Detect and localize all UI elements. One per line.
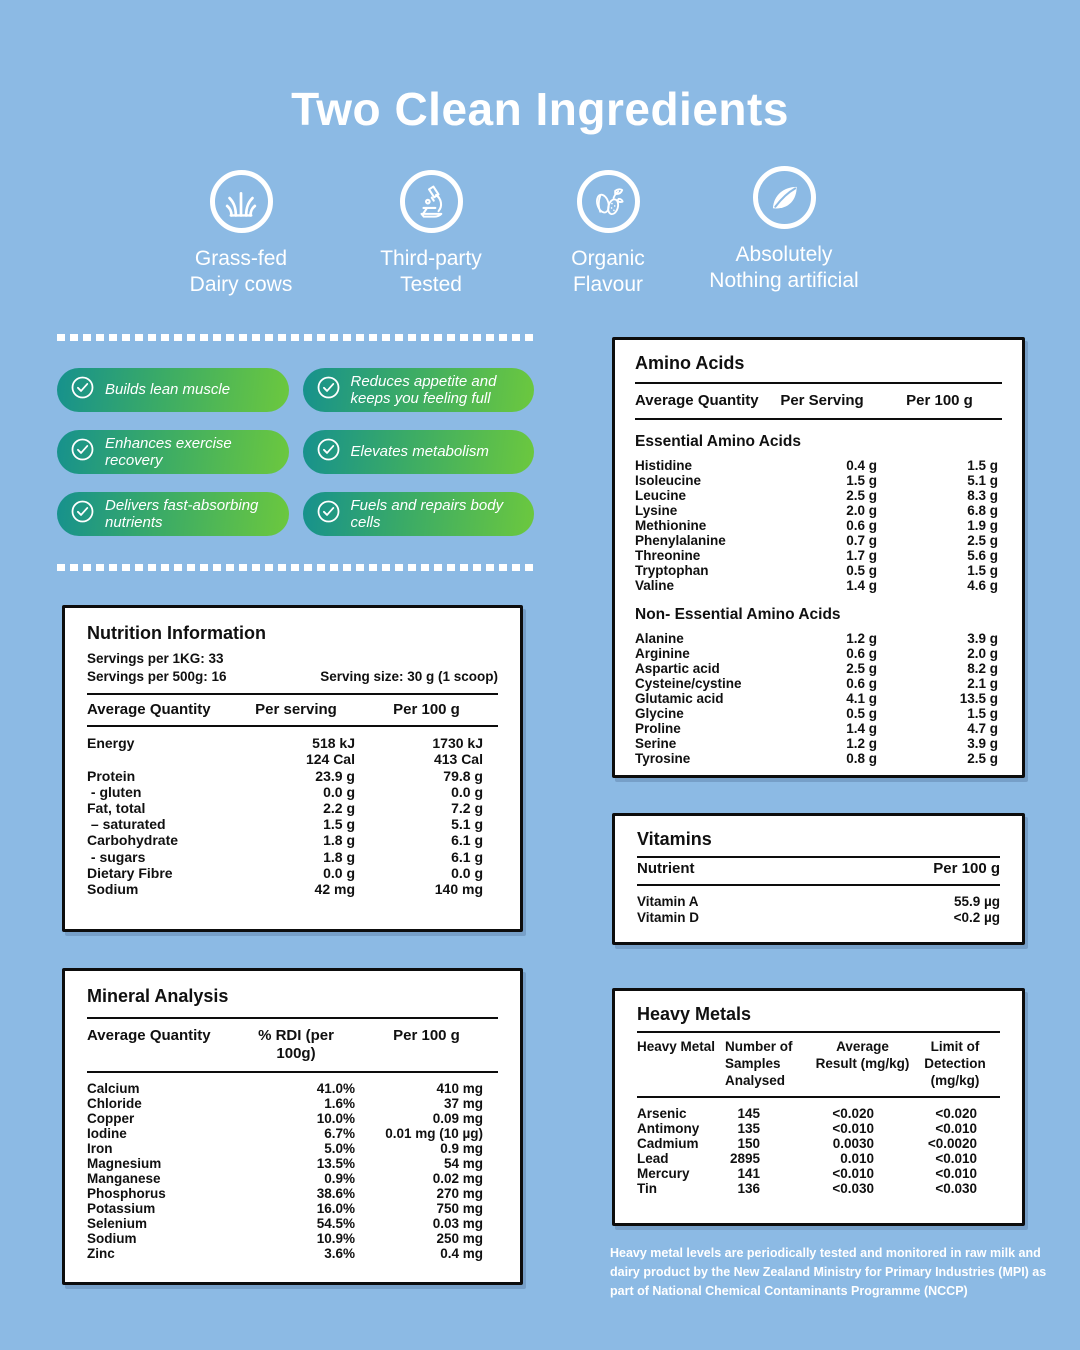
row-name: Cadmium [637, 1135, 699, 1151]
row-per-serving: 2.5 g [846, 661, 877, 676]
row-name: Phenylalanine [635, 533, 726, 548]
row-name: Aspartic acid [635, 661, 720, 676]
row-per-100g: 3.9 g [967, 736, 998, 751]
row-name: Lead [637, 1150, 669, 1166]
col-average-quantity: Average Quantity [87, 1027, 211, 1044]
divider [637, 1031, 1000, 1033]
row-name: Histidine [635, 458, 693, 473]
row-per-serving: 1.7 g [846, 548, 877, 563]
row-per-100g: 0.09 mg [432, 1111, 483, 1126]
table-row [635, 646, 1002, 661]
row-name: Sodium [87, 1231, 137, 1246]
row-per-serving: 2.2 g [323, 799, 355, 816]
table-row [635, 473, 1002, 488]
row-average-result: <0.010 [832, 1120, 874, 1136]
row-per-100g: 1.5 g [967, 458, 998, 473]
col-per-100g: Per 100 g [933, 860, 1000, 877]
row-rdi: 6.7% [324, 1126, 355, 1141]
table-row [87, 1111, 498, 1126]
row-samples: 150 [737, 1135, 760, 1151]
heavy-metals-table-header [637, 1039, 1000, 1090]
row-per-serving: 0.8 g [846, 751, 877, 766]
row-per-serving: 4.1 g [846, 691, 877, 706]
check-circle-icon [70, 375, 95, 404]
row-per-100g: <0.2 µg [953, 910, 1000, 925]
leaf-icon [753, 166, 816, 229]
table-row [635, 736, 1002, 751]
row-per-serving: 1.2 g [846, 631, 877, 646]
table-row [635, 676, 1002, 691]
row-limit-of-detection: <0.010 [935, 1165, 977, 1181]
row-per-serving: 1.2 g [846, 736, 877, 751]
row-per-100g: 5.1 g [451, 816, 483, 833]
row-per-serving: 1.8 g [323, 832, 355, 849]
nutrition-rows [87, 735, 498, 897]
table-row [635, 518, 1002, 533]
row-name: Tin [637, 1180, 657, 1196]
row-name: Selenium [87, 1216, 148, 1231]
row-name: Arginine [635, 646, 690, 661]
table-row [87, 1141, 498, 1156]
row-samples: 145 [737, 1105, 760, 1121]
feature-nothing-artificial [669, 166, 899, 295]
row-per-serving: 2.5 g [846, 488, 877, 503]
table-row [87, 1081, 498, 1096]
servings-info [87, 650, 227, 685]
row-per-serving: 0.6 g [846, 646, 877, 661]
row-rdi: 10.0% [316, 1111, 355, 1126]
row-rdi: 41.0% [316, 1081, 355, 1096]
row-name: Chloride [87, 1096, 142, 1111]
row-per-serving: 518 kJ [312, 735, 355, 752]
row-per-100g: 79.8 g [443, 767, 483, 784]
row-per-serving: 0.5 g [846, 706, 877, 721]
dotted-divider-bottom [57, 564, 534, 571]
table-row [637, 910, 1000, 926]
row-name: Vitamin D [637, 910, 700, 925]
row-per-100g: 0.4 mg [440, 1246, 483, 1261]
row-per-100g: 7.2 g [451, 799, 483, 816]
divider [637, 884, 1000, 886]
feature-label [571, 246, 645, 299]
col-per-100g: Per 100 g [393, 701, 460, 719]
row-name: Phosphorus [87, 1186, 166, 1201]
table-row [635, 563, 1002, 578]
benefit-pill [57, 492, 289, 536]
row-per-serving: 1.4 g [846, 721, 877, 736]
nutrition-table-header [87, 701, 498, 719]
row-rdi: 3.6% [324, 1246, 355, 1261]
dotted-divider-top [57, 334, 534, 341]
table-row [87, 800, 498, 816]
table-row [87, 865, 498, 881]
row-per-100g: 2.5 g [967, 751, 998, 766]
row-per-100g: 6.8 g [967, 503, 998, 518]
row-per-100g: 1730 kJ [432, 735, 483, 752]
row-name: Glycine [635, 706, 684, 721]
row-per-100g: 0.9 mg [440, 1141, 483, 1156]
feature-label [380, 246, 482, 299]
essential-amino-rows [635, 458, 1002, 593]
feature-label-line2: Tested [400, 273, 462, 297]
feature-label-line1: Third-party [380, 247, 482, 270]
row-name: Fat, total [87, 799, 146, 816]
row-name: Cysteine/cystine [635, 676, 742, 691]
feature-label-line1: Absolutely [735, 243, 833, 266]
row-average-result: <0.010 [832, 1165, 874, 1181]
row-limit-of-detection: <0.030 [935, 1180, 977, 1196]
col-average-quantity: Average Quantity [87, 701, 211, 719]
page-title: Two Clean Ingredients [291, 83, 789, 135]
row-rdi: 10.9% [316, 1231, 355, 1246]
row-name: Tyrosine [635, 751, 691, 766]
row-per-100g: 1.5 g [967, 706, 998, 721]
nutrition-information-panel [62, 605, 523, 932]
row-per-serving: 1.5 g [846, 473, 877, 488]
row-average-result: <0.020 [832, 1105, 874, 1121]
table-row [87, 1186, 498, 1201]
table-row [635, 631, 1002, 646]
row-name: Copper [87, 1111, 135, 1126]
col-per-serving: Per serving [255, 701, 337, 719]
col-per-100g: Per 100 g [393, 1027, 460, 1044]
row-name: Lysine [635, 503, 678, 518]
row-name: Tryptophan [635, 563, 709, 578]
row-name: Methionine [635, 518, 707, 533]
table-row [87, 1096, 498, 1111]
minerals-title: Mineral Analysis [87, 986, 229, 1006]
row-per-serving: 0.6 g [846, 676, 877, 691]
row-per-100g: 54 mg [443, 1156, 483, 1171]
table-row [87, 1231, 498, 1246]
table-row [87, 1171, 498, 1186]
non-essential-amino-rows [635, 631, 1002, 766]
divider [87, 725, 498, 727]
nutrition-title: Nutrition Information [87, 623, 266, 643]
row-per-100g: 0.0 g [451, 783, 483, 800]
divider [637, 1096, 1000, 1098]
table-row [87, 1126, 498, 1141]
servings-per-500g: Servings per 500g: 16 [87, 668, 227, 684]
vitamins-rows [637, 894, 1000, 926]
table-row [87, 735, 498, 751]
row-per-100g: 4.7 g [967, 721, 998, 736]
row-name: Valine [635, 578, 675, 593]
row-per-serving: 0.5 g [846, 563, 877, 578]
check-circle-icon [316, 375, 341, 404]
cacao-icon [577, 170, 640, 233]
row-name: Arsenic [637, 1105, 687, 1121]
feature-label-line1: Organic [571, 247, 645, 270]
table-row [635, 751, 1002, 766]
table-row [87, 849, 498, 865]
row-rdi: 0.9% [324, 1171, 355, 1186]
row-rdi: 16.0% [316, 1201, 355, 1216]
row-per-100g: 0.02 mg [432, 1171, 483, 1186]
benefit-label: Delivers fast-absorbing nutrients [105, 496, 259, 531]
row-per-100g: 55.9 µg [953, 894, 1000, 909]
check-circle-icon [70, 499, 95, 528]
row-name: Antimony [637, 1120, 700, 1136]
row-per-serving: 1.4 g [846, 578, 877, 593]
col-limit-of-detection: Limit of Detection (mg/kg) [924, 1039, 986, 1088]
benefit-pill [303, 492, 535, 536]
table-row [87, 784, 498, 800]
row-name: – saturated [87, 816, 166, 833]
table-row [87, 816, 498, 832]
table-row [637, 1106, 1000, 1121]
row-name: Mercury [637, 1165, 690, 1181]
heavy-metals-footnote: Heavy metal levels are periodically tested and monitored in raw milk and dairy product by the New Zealand Ministry for Primary Industries (MPI) as part of National Chemical Contaminants Programme (NCCP) [610, 1246, 1047, 1298]
serving-size: Serving size: 30 g (1 scoop) [320, 668, 498, 684]
table-row [635, 578, 1002, 593]
row-limit-of-detection: <0.020 [935, 1105, 977, 1121]
row-rdi: 54.5% [316, 1216, 355, 1231]
divider [87, 1017, 498, 1019]
feature-label [709, 242, 858, 295]
feature-label-line2: Dairy cows [189, 273, 293, 297]
benefit-pill [303, 430, 535, 474]
row-per-100g: 0.03 mg [432, 1216, 483, 1231]
row-samples: 2895 [729, 1150, 760, 1166]
feature-label-line2: Nothing artificial [709, 269, 859, 293]
table-row [637, 1181, 1000, 1196]
servings-per-1kg: Servings per 1KG: 33 [87, 651, 224, 666]
table-row [637, 894, 1000, 910]
row-per-serving: 23.9 g [315, 767, 355, 784]
row-rdi: 13.5% [316, 1156, 355, 1171]
row-name: - gluten [87, 783, 142, 800]
heavy-metals-title: Heavy Metals [637, 1004, 752, 1024]
col-average-result: Average Result (mg/kg) [815, 1039, 910, 1071]
grass-icon [210, 170, 273, 233]
table-row [637, 1136, 1000, 1151]
col-per-100g: Per 100 g [906, 392, 973, 409]
row-per-100g: 250 mg [436, 1231, 483, 1246]
essential-amino-heading: Essential Amino Acids [635, 433, 801, 450]
row-name: Sodium [87, 880, 139, 897]
row-limit-of-detection: <0.010 [935, 1150, 977, 1166]
row-name [87, 751, 237, 767]
table-row [87, 1156, 498, 1171]
row-per-100g: 2.5 g [967, 533, 998, 548]
row-per-100g: 140 mg [434, 880, 483, 897]
table-row [635, 691, 1002, 706]
row-name: - sugars [87, 848, 146, 865]
row-per-serving: 0.6 g [846, 518, 877, 533]
row-rdi: 5.0% [324, 1141, 355, 1156]
table-row [87, 881, 498, 897]
benefit-label: Reduces appetite and keeps you feeling full [350, 372, 497, 407]
feature-grass-fed [146, 170, 336, 299]
table-row [87, 1216, 498, 1231]
table-row [635, 721, 1002, 736]
row-name: Alanine [635, 631, 684, 646]
row-samples: 135 [737, 1120, 760, 1136]
minerals-rows [87, 1081, 498, 1261]
row-name: Iodine [87, 1126, 127, 1141]
row-per-100g: 1.5 g [967, 563, 998, 578]
table-row [635, 533, 1002, 548]
row-per-100g: 8.2 g [967, 661, 998, 676]
row-average-result: <0.030 [832, 1180, 874, 1196]
divider [87, 693, 498, 695]
row-name: Zinc [87, 1246, 115, 1261]
row-per-serving: 1.5 g [323, 816, 355, 833]
row-limit-of-detection: <0.010 [935, 1120, 977, 1136]
row-per-100g: 5.6 g [967, 548, 998, 563]
feature-label-line2: Flavour [572, 273, 644, 297]
row-samples: 136 [737, 1180, 760, 1196]
row-per-100g: 2.0 g [967, 646, 998, 661]
table-row [635, 548, 1002, 563]
row-per-100g: 6.1 g [451, 832, 483, 849]
col-per-serving: Per Serving [780, 392, 864, 409]
table-row [635, 503, 1002, 518]
row-name: Threonine [635, 548, 701, 563]
row-per-100g: 2.1 g [967, 676, 998, 691]
vitamins-title: Vitamins [637, 829, 712, 849]
row-per-100g: 3.9 g [967, 631, 998, 646]
divider [87, 1071, 498, 1073]
check-circle-icon [316, 437, 341, 466]
row-per-100g: 5.1 g [967, 473, 998, 488]
row-name: Energy [87, 735, 135, 752]
row-per-serving: 1.8 g [323, 848, 355, 865]
amino-table-header [635, 392, 1002, 410]
row-per-100g: 1.9 g [967, 518, 998, 533]
amino-acids-panel [612, 337, 1025, 778]
table-row [87, 768, 498, 784]
benefit-label: Elevates metabolism [350, 443, 489, 461]
mineral-analysis-panel [62, 968, 523, 1285]
row-name: Manganese [87, 1171, 161, 1186]
benefit-pills [57, 368, 534, 536]
row-rdi: 38.6% [316, 1186, 355, 1201]
row-average-result: 0.010 [840, 1150, 874, 1166]
table-row [637, 1151, 1000, 1166]
col-nutrient: Nutrient [637, 860, 695, 877]
row-per-100g: 6.1 g [451, 848, 483, 865]
vitamins-panel [612, 813, 1025, 945]
feature-label [190, 246, 293, 299]
divider [637, 856, 1000, 858]
microscope-icon [400, 170, 463, 233]
table-row [635, 661, 1002, 676]
row-per-serving: 42 mg [314, 880, 355, 897]
row-per-100g: 750 mg [436, 1201, 483, 1216]
row-name: Leucine [635, 488, 687, 503]
table-row [87, 1201, 498, 1216]
table-row [635, 706, 1002, 721]
benefit-label: Enhances exercise recovery [105, 434, 232, 469]
benefit-label: Builds lean muscle [105, 381, 231, 399]
row-per-100g: 8.3 g [967, 488, 998, 503]
row-name: Serine [635, 736, 677, 751]
row-samples: 141 [737, 1165, 760, 1181]
row-per-100g: 413 Cal [433, 751, 483, 768]
row-rdi: 1.6% [324, 1096, 355, 1111]
row-name: Dietary Fibre [87, 864, 173, 881]
row-name: Calcium [87, 1081, 140, 1096]
vitamins-table-header [637, 860, 1000, 878]
col-heavy-metal: Heavy Metal [637, 1039, 716, 1054]
feature-label-line1: Grass-fed [194, 247, 288, 270]
servings-row [87, 650, 498, 685]
minerals-table-header [87, 1027, 498, 1063]
table-row [635, 458, 1002, 473]
table-row [637, 1166, 1000, 1181]
row-name: Carbohydrate [87, 832, 179, 849]
row-per-serving: 0.0 g [323, 864, 355, 881]
row-average-result: 0.0030 [832, 1135, 874, 1151]
row-per-100g: 4.6 g [967, 578, 998, 593]
row-per-100g: 0.0 g [451, 864, 483, 881]
feature-third-party-tested [336, 170, 526, 299]
row-per-serving: 0.0 g [323, 783, 355, 800]
non-essential-amino-heading: Non- Essential Amino Acids [635, 606, 841, 623]
row-per-100g: 13.5 g [959, 691, 998, 706]
row-per-serving: 0.7 g [846, 533, 877, 548]
divider [635, 382, 1002, 384]
benefit-pill [303, 368, 535, 412]
check-circle-icon [70, 437, 95, 466]
row-per-serving: 0.4 g [846, 458, 877, 473]
row-per-serving: 124 Cal [305, 751, 355, 768]
heavy-metals-rows [637, 1106, 1000, 1196]
table-row [635, 488, 1002, 503]
row-per-100g: 410 mg [436, 1081, 483, 1096]
col-rdi: % RDI (per 100g) [258, 1027, 334, 1062]
heavy-metals-panel [612, 988, 1025, 1226]
row-name: Proline [635, 721, 681, 736]
benefit-label: Fuels and repairs body cells [350, 496, 504, 531]
row-per-serving: 2.0 g [846, 503, 877, 518]
table-row [637, 1121, 1000, 1136]
col-average-quantity: Average Quantity [635, 392, 759, 409]
row-name: Vitamin A [637, 894, 699, 909]
row-limit-of-detection: <0.0020 [927, 1135, 977, 1151]
row-name: Potassium [87, 1201, 156, 1216]
row-name: Magnesium [87, 1156, 162, 1171]
row-name: Protein [87, 767, 136, 784]
row-per-100g: 270 mg [436, 1186, 483, 1201]
check-circle-icon [316, 499, 341, 528]
benefit-pill [57, 368, 289, 412]
table-row [87, 751, 498, 767]
amino-title: Amino Acids [635, 353, 745, 373]
row-name: Isoleucine [635, 473, 702, 488]
table-row [87, 832, 498, 848]
benefit-pill [57, 430, 289, 474]
divider [635, 418, 1002, 420]
row-per-100g: 37 mg [443, 1096, 483, 1111]
row-name: Glutamic acid [635, 691, 724, 706]
col-samples-analysed: Number of Samples Analysed [725, 1039, 793, 1088]
row-name: Iron [87, 1141, 113, 1156]
row-per-100g: 0.01 mg (10 µg) [385, 1126, 483, 1141]
table-row [87, 1246, 498, 1261]
